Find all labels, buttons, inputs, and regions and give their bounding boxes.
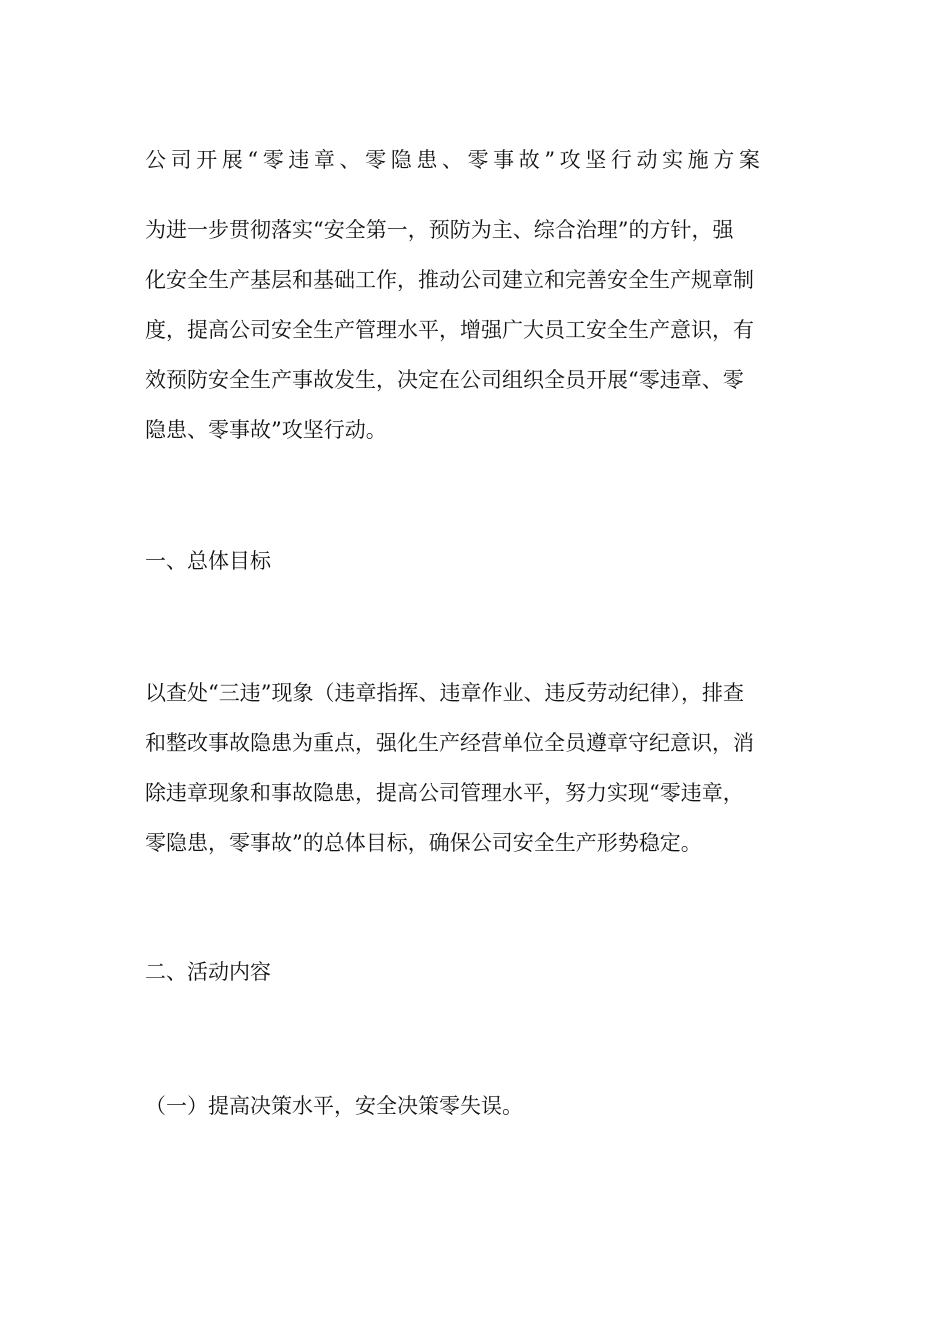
intro-paragraph <box>145 205 810 455</box>
intro-line: 度，提高公司安全生产管理水平，增强广大员工安全生产意识，有 <box>145 318 754 342</box>
overall-goal-paragraph <box>145 668 810 868</box>
subsection-heading-decision: （一）提高决策水平，安全决策零失误。 <box>145 1094 523 1118</box>
intro-line: 隐患、零事故”攻坚行动。 <box>145 418 387 442</box>
goal-line: 零隐患，零事故”的总体目标，确保公司安全生产形势稳定。 <box>145 831 702 855</box>
goal-line: 除违章现象和事故隐患，提高公司管理水平，努力实现“零违章， <box>145 781 744 805</box>
intro-line: 化安全生产基层和基础工作，推动公司建立和完善安全生产规章制 <box>145 268 754 292</box>
intro-line: 为进一步贯彻落实“安全第一，预防为主、综合治理”的方针，强 <box>145 218 734 242</box>
section-heading-overall-goal: 一、总体目标 <box>145 549 271 573</box>
section-heading-activity-content: 二、活动内容 <box>145 960 271 984</box>
document-title: 公司开展“零违章、零隐患、零事故”攻坚行动实施方案 <box>145 148 765 172</box>
intro-line: 效预防安全生产事故发生，决定在公司组织全员开展“零违章、零 <box>145 368 744 392</box>
goal-line: 和整改事故隐患为重点，强化生产经营单位全员遵章守纪意识，消 <box>145 731 754 755</box>
goal-line: 以查处“三违”现象（违章指挥、违章作业、违反劳动纪律），排查 <box>145 681 744 705</box>
